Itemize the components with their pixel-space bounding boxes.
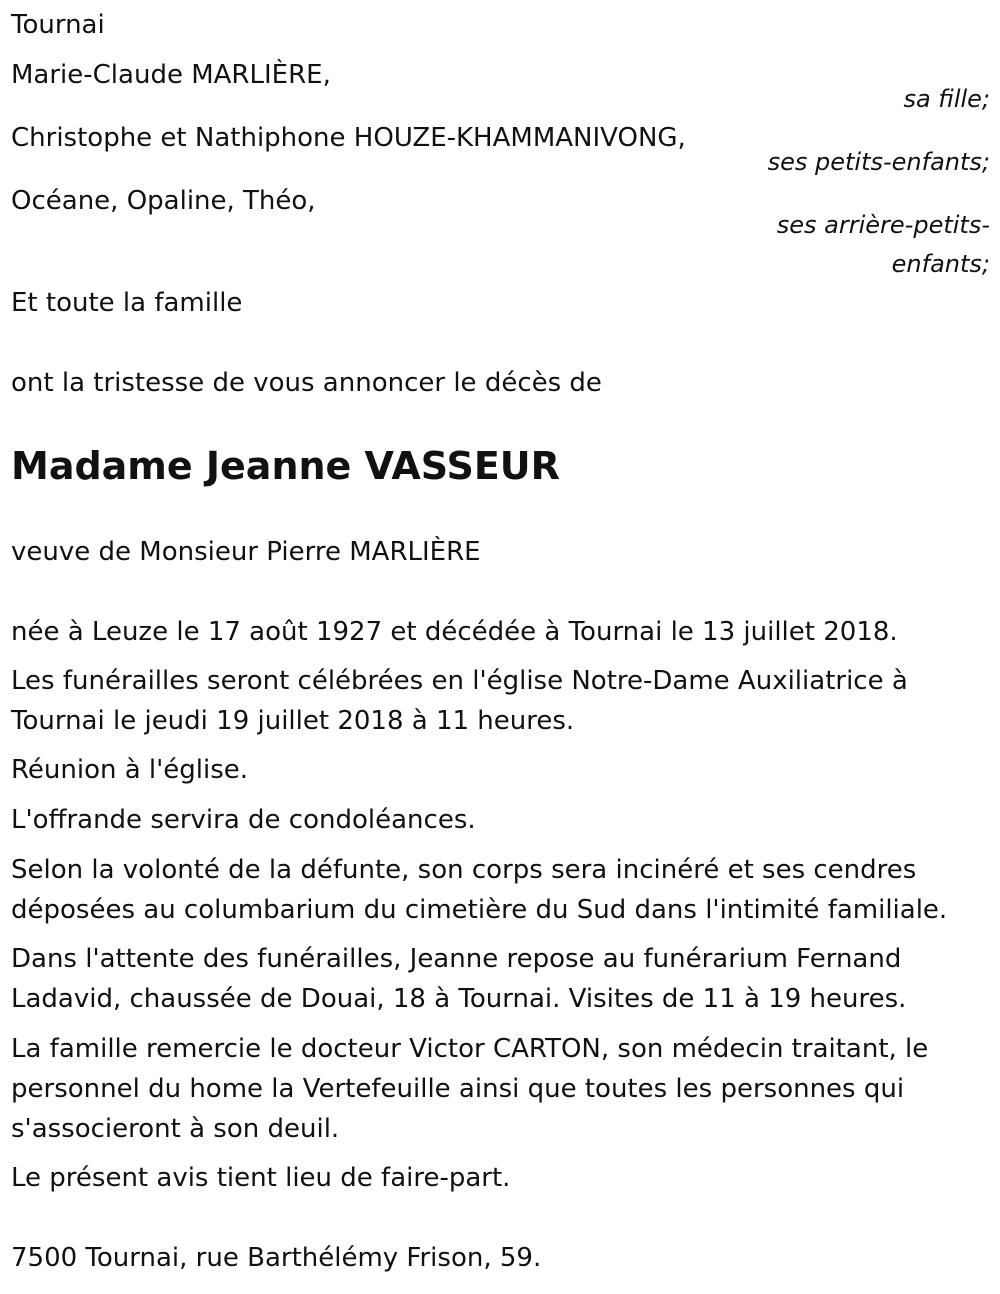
thanks-line-2: personnel du home la Vertefeuille ainsi que toutes les personnes qui — [11, 1074, 905, 1104]
deceased-name: Madame Jeanne VASSEUR — [11, 444, 560, 488]
city-heading: Tournai — [11, 10, 105, 40]
family-member-great-grandchildren: Océane, Opaline, Théo, — [11, 186, 316, 216]
family-member-daughter: Marie-Claude MARLIÈRE, — [11, 60, 331, 90]
offering: L'offrande servira de condoléances. — [11, 805, 476, 835]
funeral-line-2: Tournai le jeudi 19 juillet 2018 à 11 heures. — [11, 706, 575, 736]
cremation-line-2: déposées au columbarium du cimetière du Sud dans l'intimité familiale. — [11, 895, 948, 925]
relation-great-grandchildren-line1: ses arrière-petits- — [776, 211, 990, 239]
cremation-line-1: Selon la volonté de la défunte, son corps sera incinéré et ses cendres — [11, 855, 917, 885]
birth-death: née à Leuze le 17 août 1927 et décédée à Tournai le 13 juillet 2018. — [11, 617, 898, 647]
relation-great-grandchildren-line2: enfants; — [891, 250, 990, 278]
meeting: Réunion à l'église. — [11, 755, 249, 785]
relation-daughter: sa fille; — [903, 85, 990, 113]
thanks-line-3: s'associeront à son deuil. — [11, 1114, 340, 1144]
whole-family: Et toute la famille — [11, 288, 243, 318]
funeral-line-1: Les funérailles seront célébrées en l'église Notre-Dame Auxiliatrice à — [11, 666, 908, 696]
notice: Le présent avis tient lieu de faire-part. — [11, 1163, 511, 1193]
rest-line-2: Ladavid, chaussée de Douai, 18 à Tournai. Visites de 11 à 19 heures. — [11, 984, 907, 1014]
family-member-grandchildren: Christophe et Nathiphone HOUZE-KHAMMANIVONG, — [11, 123, 686, 153]
relation-grandchildren: ses petits-enfants; — [767, 148, 990, 176]
widow-of: veuve de Monsieur Pierre MARLIÈRE — [11, 537, 481, 567]
rest-line-1: Dans l'attente des funérailles, Jeanne repose au funérarium Fernand — [11, 944, 902, 974]
address: 7500 Tournai, rue Barthélémy Frison, 59. — [11, 1243, 542, 1273]
thanks-line-1: La famille remercie le docteur Victor CARTON, son médecin traitant, le — [11, 1034, 929, 1064]
announcement: ont la tristesse de vous annoncer le décès de — [11, 368, 602, 398]
